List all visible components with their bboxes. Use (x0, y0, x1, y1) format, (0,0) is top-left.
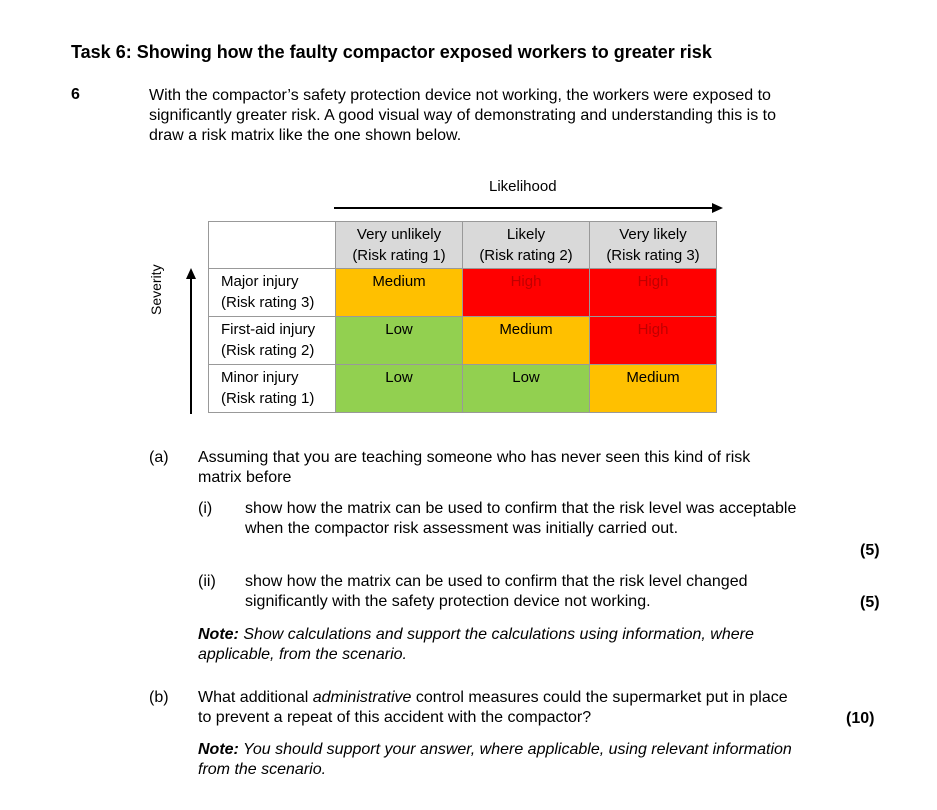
risk-cell-low: Low (336, 365, 463, 413)
part-b-label: (b) (149, 689, 169, 706)
severity-arrow-icon (184, 268, 198, 414)
risk-cell-high: High (590, 317, 717, 365)
risk-cell-low: Low (463, 365, 590, 413)
part-a-i-text: show how the matrix can be used to confirm that the risk level was acceptable when the compactor risk assessment was initially carried out. (245, 500, 797, 537)
risk-matrix (208, 221, 717, 413)
part-a-ii-marks: (5) (860, 594, 880, 611)
note-label: Note: (198, 741, 239, 758)
risk-cell-low: Low (336, 317, 463, 365)
part-a-i-marks: (5) (860, 542, 880, 559)
task-title: Task 6: Showing how the faulty compactor exposed workers to greater risk (71, 42, 712, 62)
risk-cell-high: High (463, 269, 590, 317)
row-header-minor-injury (209, 365, 336, 413)
column-header-title: Very likely (619, 226, 687, 243)
risk-cell-medium: Medium (590, 365, 717, 413)
note-text: You should support your answer, where applicable, using relevant information from the scenario. (198, 741, 792, 778)
likelihood-label: Likelihood (489, 178, 557, 195)
part-a-note (198, 625, 798, 665)
matrix-row-major-injury (209, 269, 717, 317)
part-b-marks: (10) (846, 710, 875, 727)
part-b-text-before: What additional (198, 689, 313, 706)
intro-text: With the compactor’s safety protection device not working, the workers were exposed to significantly greater risk. A good visual way of demonstrating and understanding this is to draw a risk matrix like the one shown below. (149, 87, 777, 144)
risk-cell-medium: Medium (463, 317, 590, 365)
risk-cell-medium: Medium (336, 269, 463, 317)
column-header-title: Very unlikely (356, 226, 442, 243)
part-b-text-italic: administrative (312, 689, 412, 706)
row-header-rating: (Risk rating 2) (221, 342, 315, 359)
part-a-label: (a) (149, 449, 169, 466)
matrix-row-first-aid-injury (209, 317, 717, 365)
part-b-text-after: control measures could the supermarket put in place to prevent a repeat of this accident with the compactor? (198, 689, 788, 726)
column-header-rating: (Risk rating 3) (606, 247, 700, 264)
question-number: 6 (71, 86, 80, 103)
row-header-rating: (Risk rating 3) (221, 294, 315, 311)
part-b-text (198, 688, 798, 728)
column-header-rating: (Risk rating 1) (352, 247, 446, 264)
matrix-corner-cell (209, 222, 336, 269)
matrix-header-row (209, 222, 717, 269)
part-a-i-label: (i) (198, 500, 213, 517)
row-header-title: Major injury (221, 273, 299, 290)
part-a-text: Assuming that you are teaching someone who has never seen this kind of risk matrix before (198, 449, 751, 486)
part-a-ii-text: show how the matrix can be used to confirm that the risk level changed significantly with the safety protection device not working. (245, 573, 748, 610)
column-header-very-likely (590, 222, 717, 269)
severity-label: Severity (148, 264, 164, 315)
row-header-title: Minor injury (221, 369, 299, 386)
risk-cell-high: High (590, 269, 717, 317)
column-header-very-unlikely (336, 222, 463, 269)
column-header-rating: (Risk rating 2) (479, 247, 573, 264)
row-header-title: First-aid injury (221, 321, 316, 338)
part-b-note (198, 740, 798, 780)
likelihood-arrow-icon (334, 200, 724, 216)
matrix-row-minor-injury (209, 365, 717, 413)
row-header-major-injury (209, 269, 336, 317)
note-label: Note: (198, 626, 239, 643)
column-header-title: Likely (506, 226, 546, 243)
row-header-first-aid-injury (209, 317, 336, 365)
row-header-rating: (Risk rating 1) (221, 390, 315, 407)
part-a-ii-label: (ii) (198, 573, 216, 590)
note-text: Show calculations and support the calculations using information, where applicable, from the scenario. (198, 626, 754, 663)
column-header-likely (463, 222, 590, 269)
